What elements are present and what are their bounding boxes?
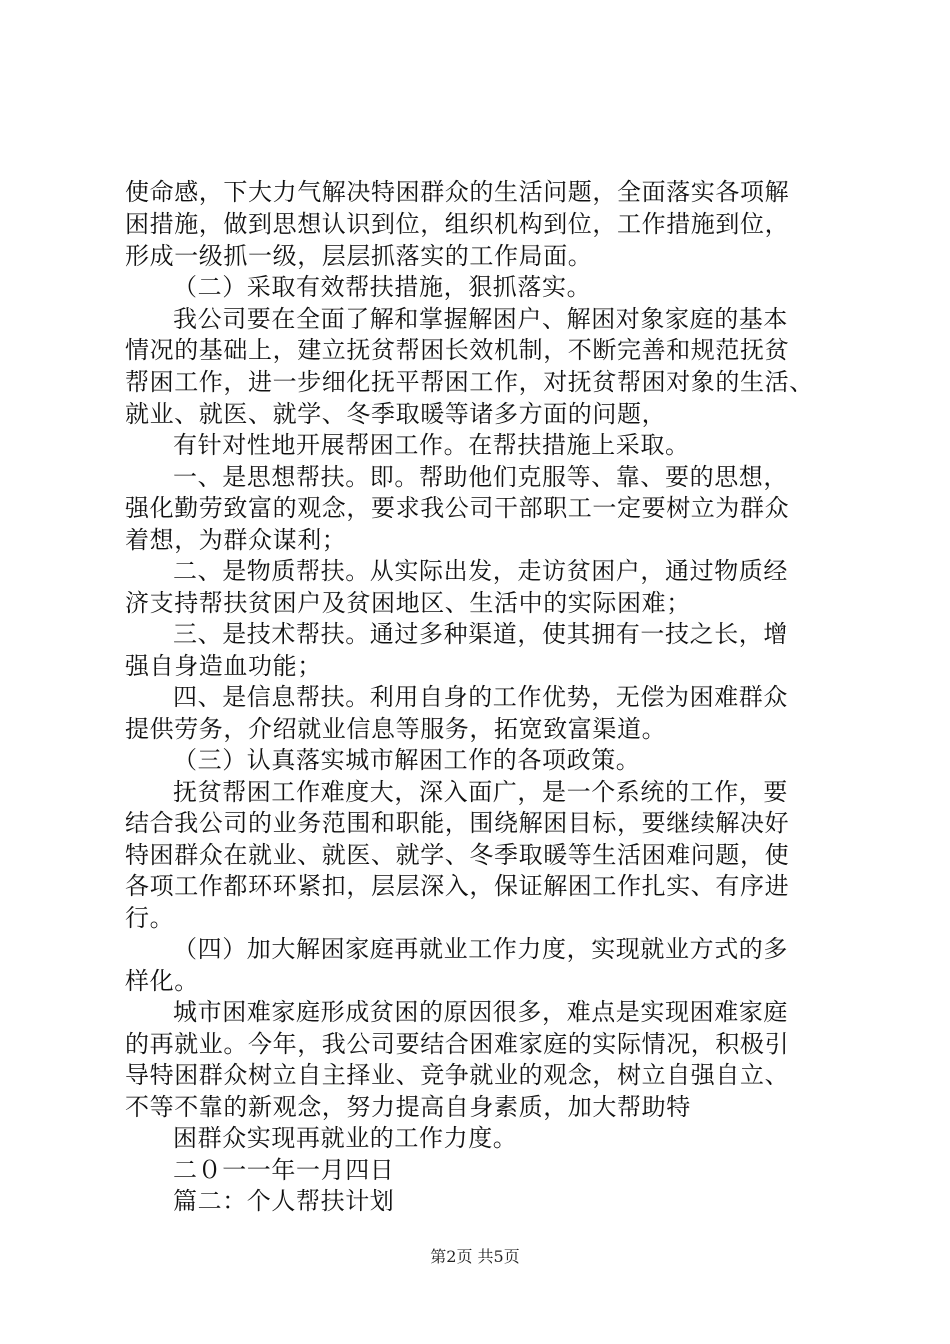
section-heading: （四）加大解困家庭再就业工作力度，实现就业方式的多: [173, 935, 788, 963]
text-line: 就业、就医、就学、冬季取暖等诸多方面的问题，: [125, 400, 667, 428]
text-line: 四、是信息帮扶。利用自身的工作优势，无偿为困难群众: [173, 683, 788, 711]
text-line: 济支持帮扶贫困户及贫困地区、生活中的实际困难；: [125, 589, 691, 617]
text-line: 帮困工作，进一步细化抚平帮困工作，对抚贫帮困对象的生活、: [125, 368, 814, 396]
text-line: 强化勤劳致富的观念，要求我公司干部职工一定要树立为群众: [125, 494, 790, 522]
text-line: 的再就业。今年，我公司要结合困难家庭的实际情况，积极引: [125, 1030, 790, 1058]
section-heading: （三）认真落实城市解困工作的各项政策。: [173, 746, 641, 774]
text-line: 一、是思想帮扶。即。帮助他们克服等、靠、要的思想，: [173, 463, 788, 491]
text-line: 困措施，做到思想认识到位，组织机构到位，工作措施到位，: [125, 210, 790, 238]
text-line: 使命感，下大力气解决特困群众的生活问题，全面落实各项解: [125, 178, 790, 206]
text-line: 结合我公司的业务范围和职能，围绕解困目标，要继续解决好: [125, 809, 790, 837]
text-line: 有针对性地开展帮困工作。在帮扶措施上采取。: [173, 431, 690, 459]
text-line: 着想，为群众谋利；: [125, 526, 347, 554]
text-line: 提供劳务，介绍就业信息等服务，拓宽致富渠道。: [125, 715, 667, 743]
text-line: 抚贫帮困工作难度大，深入面广，是一个系统的工作，要: [173, 778, 788, 806]
text-line: 三、是技术帮扶。通过多种渠道，使其拥有一技之长，增: [173, 620, 788, 648]
section-title: 篇二：个人帮扶计划: [173, 1187, 395, 1215]
text-line: 我公司要在全面了解和掌握解困户、解困对象家庭的基本: [173, 305, 788, 333]
text-line: 导特困群众树立自主择业、竞争就业的观念，树立自强自立、: [125, 1061, 790, 1089]
text-line: 困群众实现再就业的工作力度。: [173, 1124, 518, 1152]
text-line: 行。: [125, 904, 175, 932]
section-heading: （二）采取有效帮扶措施，狠抓落实。: [173, 273, 592, 301]
section-heading: 样化。: [125, 967, 199, 995]
text-line: 城市困难家庭形成贫困的原因很多，难点是实现困难家庭: [173, 998, 788, 1026]
text-line: 强自身造血功能；: [125, 652, 322, 680]
text-line: 形成一级抓一级，层层抓落实的工作局面。: [125, 242, 593, 270]
page-number-footer: 第2页 共5页: [430, 1247, 520, 1266]
text-line: 情况的基础上，建立抚贫帮困长效机制，不断完善和规范抚贫: [125, 336, 790, 364]
date-line: 二０一一年一月四日: [173, 1156, 395, 1184]
text-line: 不等不靠的新观念，努力提高自身素质，加大帮助特: [125, 1093, 691, 1121]
text-line: 各项工作都环环紧扣，层层深入，保证解困工作扎实、有序进: [125, 872, 790, 900]
text-line: 二、是物质帮扶。从实际出发，走访贫困户，通过物质经: [173, 557, 788, 585]
text-line: 特困群众在就业、就医、就学、冬季取暖等生活困难问题，使: [125, 841, 790, 869]
